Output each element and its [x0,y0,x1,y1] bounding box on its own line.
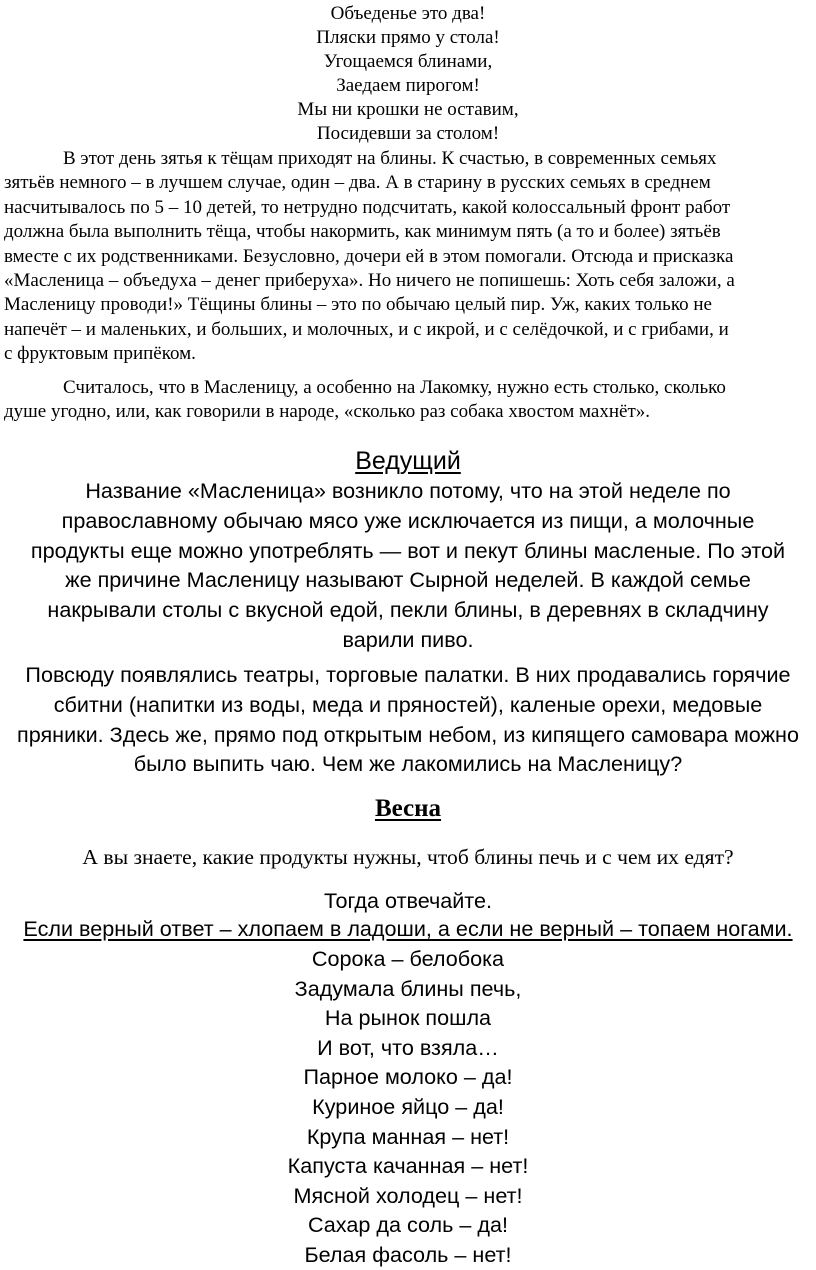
poem-bottom-line: Мясной холодец – нет! [293,1182,523,1208]
poem-top-line: Объеденье это два! [330,3,486,24]
poem-top-line: Заедаем пирогом! [336,75,480,96]
poem-bottom-line: И вот, что взяла… [317,1034,499,1060]
paragraph-line: насчитывалось по 5 – 10 детей, то нетрудно подсчитать, какой колоссальный фронт работ [4,196,731,218]
rule-line-text: Если верный ответ – хлопаем в ладоши, а если не верный – топаем ногами. [23,916,793,941]
poem-bottom-line: Сорока – белобока [311,946,505,971]
poem-bottom-line: Парное молоко – да! [303,1064,513,1090]
poem-bottom-line: Сахар да соль – да! [307,1212,509,1238]
rule-line [0,914,816,944]
paragraph-line: «Масленица – объедуха – денег приберуха». Но ничего не попишешь: Хоть себя заложи, а [4,270,735,292]
spring-question-text: А вы знаете, какие продукты нужны, чтоб блины печь и с чем их едят? [82,845,734,869]
answer-prompt [0,886,816,916]
presenter-paragraph-2 [0,660,816,779]
poem-bottom-line: Белая фасоль – нет! [304,1241,512,1267]
poem-bottom-line: Капуста качанная – нет! [287,1153,529,1179]
paragraph-line: Название «Масленица» возникло потому, что на этой неделе по [85,478,731,503]
poem-top [0,2,816,146]
paragraph-line: продукты еще можно употреблять — вот и пекут блины масленые. По этой [30,537,786,563]
poem-top-line: Посидевши за столом! [316,123,500,144]
paragraph-line: Считалось, что в Масленицу, а особенно на Лакомку, нужно есть столько, сколько [63,377,726,398]
paragraph-line: зятьёв немного – в лучшем случае, один – два. А в старину в русских семьях в среднем [4,172,711,194]
poem-bottom-line: Крупа манная – нет! [306,1123,510,1149]
heading-spring [0,794,816,824]
paragraph-line: вместе с их родственниками. Безусловно, дочери ей в этом помогали. Отсюда и присказка [4,245,734,267]
poem-bottom-line: Задумала блины печь, [294,975,522,1001]
heading-spring-text: Весна [374,795,442,822]
paragraph-line: должна была выполнить тёща, чтобы накормить, как минимум пять (а то и более) зятьёв [4,221,721,243]
paragraph-line: душе угодно, или, как говорили в народе, «сколько раз собака хвостом махнёт». [4,401,651,423]
presenter-paragraph-1 [0,476,816,655]
heading-presenter-text: Ведущий [355,447,461,475]
paragraph-line: Повсюду появлялись театры, торговые палатки. В них продавались горячие [25,662,791,687]
poem-bottom [0,944,816,1270]
answer-prompt-text: Тогда отвечайте. [324,888,492,913]
poem-top-line: Пляски прямо у стола! [316,27,500,48]
poem-top-line: Угощаемся блинами, [323,51,493,72]
paragraph-line: православному обычаю мясо уже исключается из пищи, а молочные [61,507,755,533]
poem-top-line: Мы ни крошки не оставим, [297,99,519,120]
paragraph-line: В этот день зятья к тёщам приходят на блины. К счастью, в современных семьях [63,148,717,169]
paragraph-line: с фруктовым припёком. [4,343,196,365]
poem-bottom-line: На рынок пошла [324,1005,492,1031]
paragraph-line: же причине Масленицу называют Сырной неделей. В каждой семье [65,567,751,593]
paragraph-lakomka [4,376,794,425]
paragraph-line: Масленицу проводи!» Тёщины блины – это по обычаю целый пир. Уж, каких только не [4,294,712,316]
poem-bottom-line: Куриное яйцо – да! [312,1093,504,1119]
paragraph-line: напечёт – и маленьких, и больших, и молочных, и с икрой, и с селёдочкой, и с грибами, и [4,318,729,340]
spring-question [0,843,816,873]
paragraph-line: было выпить чаю. Чем же лакомились на Масленицу? [133,751,683,777]
heading-presenter [0,446,816,476]
paragraph-line: варили пиво. [342,626,474,652]
paragraph-line: накрывали столы с вкусной едой, пекли блины, в деревнях в складчину [47,597,769,623]
paragraph-line: сбитни (напитки из воды, меда и пряностей), каленые орехи, медовые [53,691,763,717]
paragraph-line: пряники. Здесь же, прямо под открытым небом, из кипящего самовара можно [17,721,799,747]
paragraph-son-in-law [4,147,794,367]
